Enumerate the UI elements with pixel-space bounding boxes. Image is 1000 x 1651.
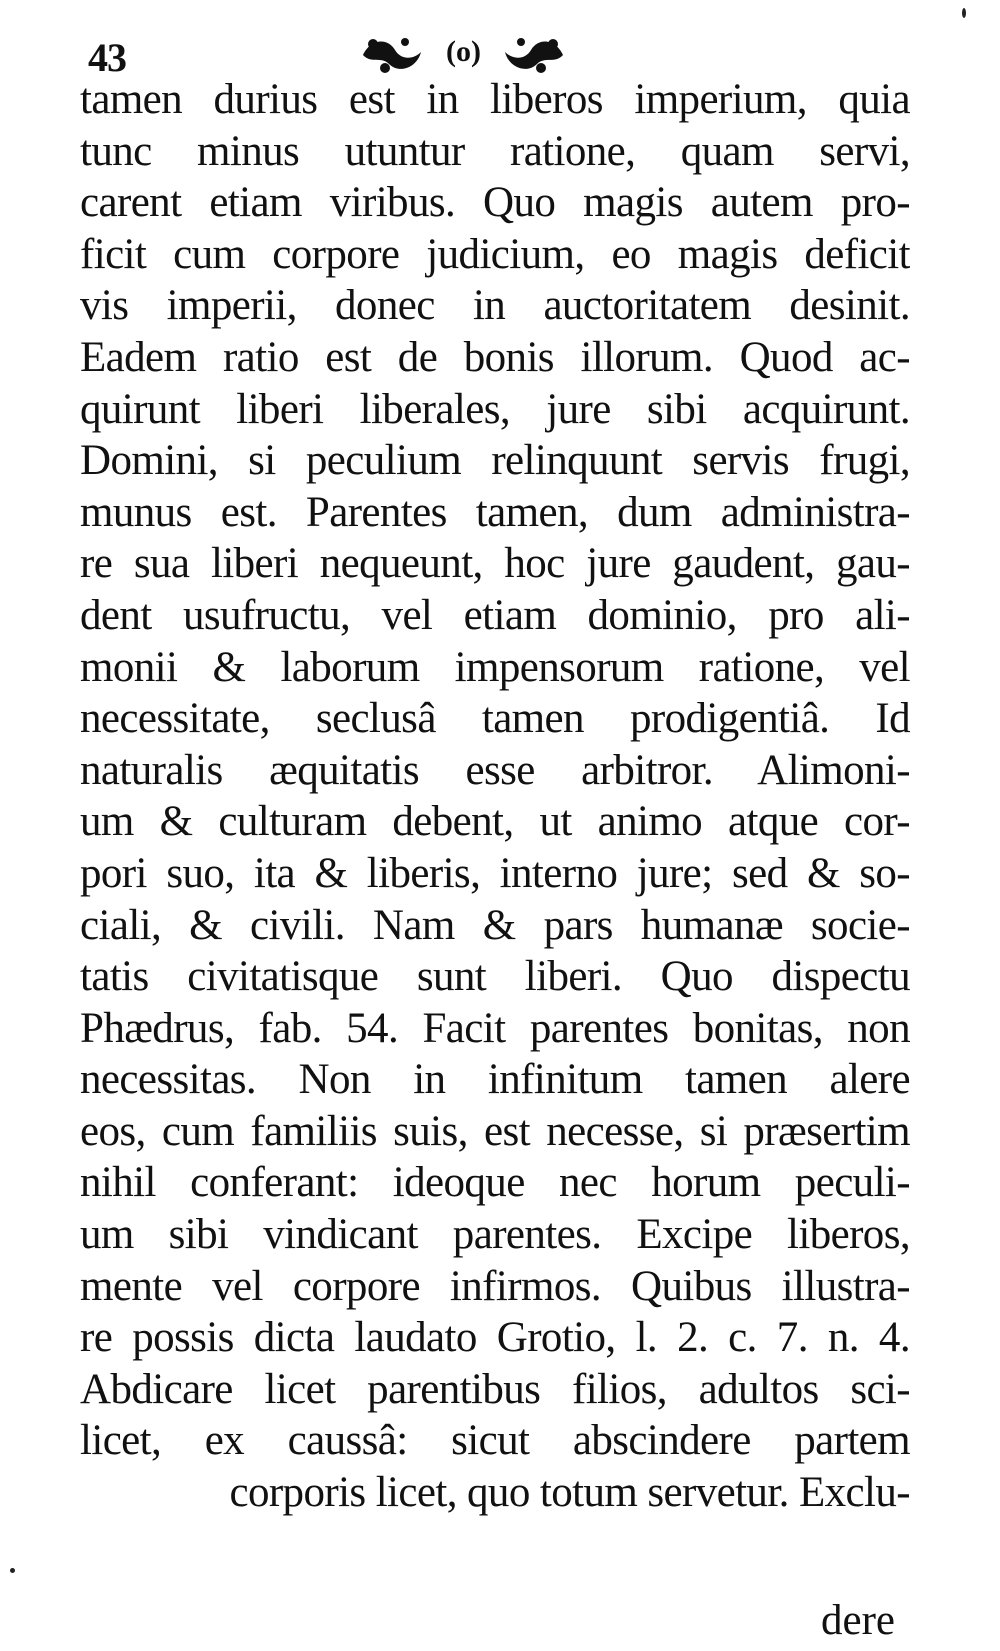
text-line: tunc minus utuntur ratione, quam servi, [80, 127, 910, 175]
text-line: um sibi vindicant parentes. Excipe liberos, [80, 1211, 910, 1259]
page-header [88, 22, 888, 82]
text-line: dent usufructu, vel etiam dominio, pro ali- [80, 591, 910, 639]
text-line: naturalis æquitatis esse arbitror. Alimoni- [80, 746, 910, 794]
text-line: um & culturam debent, ut animo atque cor- [80, 798, 910, 846]
header-ornament [343, 30, 583, 80]
text-line: necessitas. Non in infinitum tamen alere [80, 1056, 910, 1104]
catchword: dere [821, 1597, 895, 1644]
text-line: Domini, si peculium relinquunt servis frugi, [80, 437, 910, 485]
text-line: carent etiam viribus. Quo magis autem pro- [80, 179, 910, 227]
text-line: re possis dicta laudato Grotio, l. 2. c. 7. n. 4. [80, 1314, 910, 1362]
text-line: Abdicare licet parentibus filios, adultos sci- [80, 1365, 910, 1413]
text-line: munus est. Parentes tamen, dum administra- [80, 488, 910, 536]
page-number: 43 [88, 35, 126, 80]
text-line: ficit cum corpore judicium, eo magis deficit [80, 230, 910, 278]
ornament-text: (o) [446, 35, 481, 68]
text-line: nihil conferant: ideoque nec horum peculi- [80, 1159, 910, 1207]
text-line: quirunt liberi liberales, jure sibi acquirunt. [80, 385, 910, 433]
text-line: necessitate, seclusâ tamen prodigentiâ. Id [80, 695, 910, 743]
text-line: pori suo, ita & liberis, interno jure; sed & so- [80, 849, 910, 897]
text-line: vis imperii, donec in auctoritatem desinit. [80, 282, 910, 330]
ink-speck [10, 1568, 15, 1573]
text-line: ciali, & civili. Nam & pars humanæ socie- [80, 901, 910, 949]
text-line: Eadem ratio est de bonis illorum. Quod ac- [80, 333, 910, 381]
text-line: eos, cum familiis suis, est necesse, si præsertim [80, 1107, 910, 1155]
text-line: corporis licet, quo totum servetur. Exclu- [229, 1469, 910, 1517]
body-text [80, 74, 910, 1519]
text-line: Phædrus, fab. 54. Facit parentes bonitas, non [80, 1004, 910, 1052]
text-line: tatis civitatisque sunt liberi. Quo dispectu [80, 953, 910, 1001]
ink-speck [962, 8, 966, 18]
text-line: monii & laborum impensorum ratione, vel [80, 643, 910, 691]
text-line: re sua liberi nequeunt, hoc jure gaudent, gau- [80, 540, 910, 588]
text-line: licet, ex caussâ: sicut abscindere partem [80, 1417, 910, 1465]
text-line: mente vel corpore infirmos. Quibus illustra- [80, 1262, 910, 1310]
text-line: tamen durius est in liberos imperium, quia [80, 76, 910, 123]
